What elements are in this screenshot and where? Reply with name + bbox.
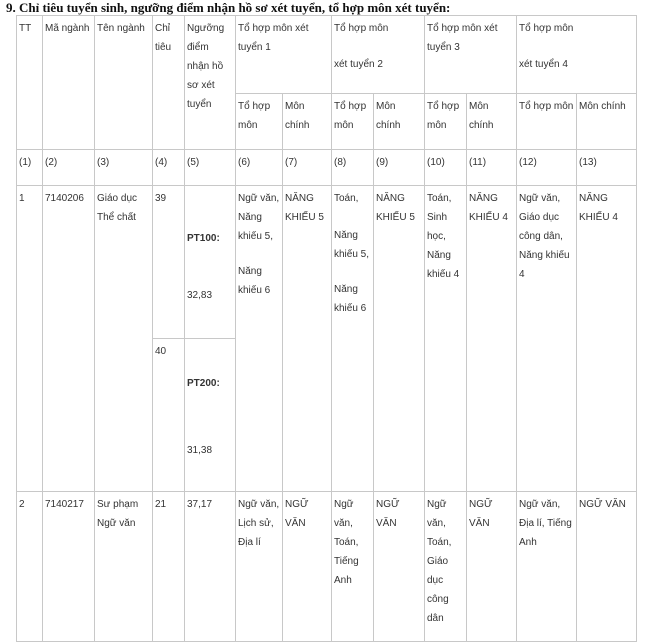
sub-mon-chinh-3: Môn chính — [467, 94, 517, 150]
sub-mon-chinh-4: Môn chính — [577, 94, 637, 150]
col-number: (10) — [425, 150, 467, 186]
col-number: (3) — [95, 150, 153, 186]
row1-mon-chinh-4: NĂNG KHIẾU 4 — [577, 186, 637, 492]
row2-to-hop-3: Ngữ văn, Toán, Giáo dục công dân — [425, 492, 467, 642]
header-row — [17, 16, 637, 94]
row1-mon-chinh-3: NĂNG KHIẾU 4 — [467, 186, 517, 492]
header-to-hop-3: Tổ hợp môn xét tuyển 3 — [425, 16, 517, 94]
col-number: (12) — [517, 150, 577, 186]
header-to-hop-1: Tổ hợp môn xét tuyển 1 — [236, 16, 332, 94]
column-number-row — [17, 150, 637, 186]
col-number: (13) — [577, 150, 637, 186]
header-ten-nganh: Tên ngành — [95, 16, 153, 150]
sub-mon-chinh-1: Môn chính — [283, 94, 332, 150]
admission-table — [16, 15, 637, 642]
row1-ten-nganh: Giáo dục Thể chất — [95, 186, 153, 492]
col-number: (5) — [185, 150, 236, 186]
col-number: (9) — [374, 150, 425, 186]
row2-nguong: 37,17 — [185, 492, 236, 642]
pt100-value: 32,83 — [187, 290, 213, 301]
pt200-label: PT200: — [187, 378, 220, 389]
row1-to-hop-4: Ngữ văn, Giáo dục công dân, Năng khiếu 4 — [517, 186, 577, 492]
row1-to-hop-1-a: Ngữ văn, Năng khiếu 5, — [238, 193, 280, 242]
row1-to-hop-2 — [332, 186, 374, 492]
row2-mon-chinh-1: NGỮ VĂN — [283, 492, 332, 642]
row2-ten-nganh: Sư phạm Ngữ văn — [95, 492, 153, 642]
header-ma-nganh: Mã ngành — [43, 16, 95, 150]
row1-to-hop-1 — [236, 186, 283, 492]
sub-to-hop-2: Tổ hợp môn — [332, 94, 374, 150]
header-chi-tieu: Chỉ tiêu — [153, 16, 185, 150]
col-number: (6) — [236, 150, 283, 186]
row1-ma-nganh: 7140206 — [43, 186, 95, 492]
pt200-value: 31,38 — [187, 445, 213, 456]
header-nguong: Ngưỡng điểm nhận hồ sơ xét tuyển — [185, 16, 236, 150]
row1-mon-chinh-1: NĂNG KHIẾU 5 — [283, 186, 332, 492]
row2-to-hop-4: Ngữ văn, Địa lí, Tiếng Anh — [517, 492, 577, 642]
header-to-hop-4-line2: xét tuyển 4 — [519, 59, 568, 70]
row1-mon-chinh-2: NĂNG KHIẾU 5 — [374, 186, 425, 492]
row1-to-hop-1-b: Năng khiếu 6 — [238, 266, 271, 296]
sub-to-hop-3: Tổ hợp môn — [425, 94, 467, 150]
col-number: (8) — [332, 150, 374, 186]
row2-ma-nganh: 7140217 — [43, 492, 95, 642]
row2-to-hop-2: Ngữ văn, Toán, Tiếng Anh — [332, 492, 374, 642]
sub-to-hop-4: Tổ hợp môn — [517, 94, 577, 150]
row1-pt100 — [185, 186, 236, 339]
row1-chi-tieu-2: 40 — [153, 339, 185, 492]
row1-pt200 — [185, 339, 236, 492]
row1-to-hop-2-c: Năng khiếu 6 — [334, 284, 367, 314]
row2-mon-chinh-3: NGỮ VĂN — [467, 492, 517, 642]
row2-mon-chinh-4: NGỮ VĂN — [577, 492, 637, 642]
row2-to-hop-1: Ngữ văn, Lịch sử, Địa lí — [236, 492, 283, 642]
col-number: (7) — [283, 150, 332, 186]
header-tt: TT — [17, 16, 43, 150]
sub-mon-chinh-2: Môn chính — [374, 94, 425, 150]
col-number: (11) — [467, 150, 517, 186]
pt100-label: PT100: — [187, 233, 220, 244]
col-number: (2) — [43, 150, 95, 186]
table-row — [17, 186, 637, 339]
sub-to-hop-1: Tổ hợp môn — [236, 94, 283, 150]
table-row — [17, 492, 637, 642]
col-number: (1) — [17, 150, 43, 186]
row1-tt: 1 — [17, 186, 43, 492]
row2-chi-tieu: 21 — [153, 492, 185, 642]
col-number: (4) — [153, 150, 185, 186]
row1-to-hop-3: Toán, Sinh học, Năng khiếu 4 — [425, 186, 467, 492]
header-to-hop-2-line2: xét tuyển 2 — [334, 59, 383, 70]
header-to-hop-2 — [332, 16, 425, 94]
row2-tt: 2 — [17, 492, 43, 642]
row1-chi-tieu-1: 39 — [153, 186, 185, 339]
header-to-hop-2-line1: Tổ hợp môn — [334, 23, 389, 34]
row2-mon-chinh-2: NGỮ VĂN — [374, 492, 425, 642]
section-title: 9. Chỉ tiêu tuyển sinh, ngưỡng điểm nhận hồ sơ xét tuyển, tổ hợp môn xét tuyển: — [6, 0, 451, 15]
header-to-hop-4 — [517, 16, 637, 94]
row1-to-hop-2-a: Toán, — [334, 193, 359, 204]
row1-to-hop-2-b: Năng khiếu 5, — [334, 230, 370, 260]
header-to-hop-4-line1: Tổ hợp môn — [519, 23, 574, 34]
